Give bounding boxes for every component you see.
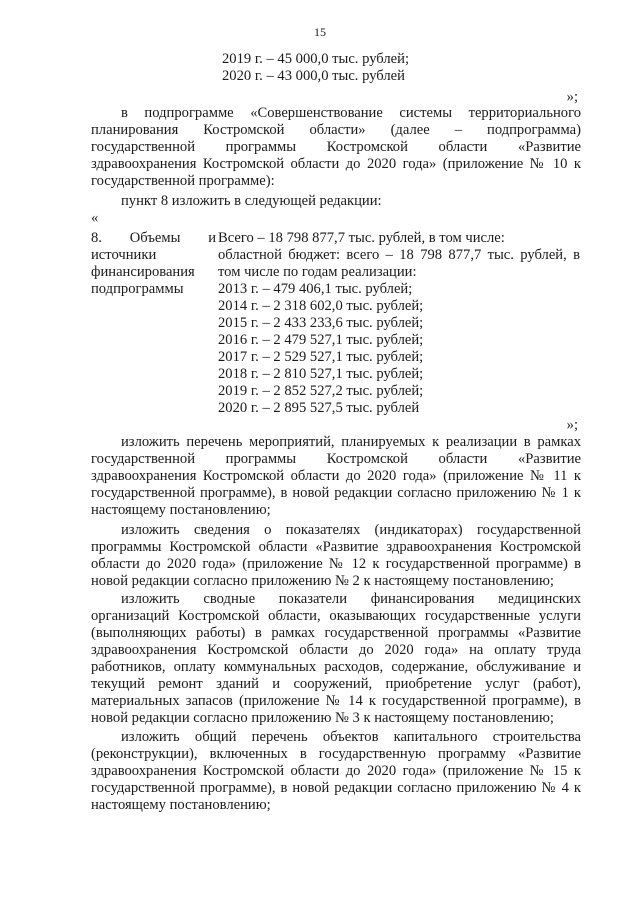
label-number: 8. — [91, 230, 102, 246]
label-conj: и — [208, 230, 216, 246]
paragraph-text: в подпрограмме «Совершенствование системы территориального планирования Костромской области» (далее – подпрограмма) государственной программы Костромской области «Развитие здравоохранения Костромской области до 2020 года» (приложение № 10 к государственной программе): — [91, 105, 581, 189]
page-number: 15 — [314, 25, 326, 39]
paragraph-activities — [91, 434, 581, 519]
intro-funding-lines — [222, 51, 409, 85]
intro-line: 2019 г. – 45 000,0 тыс. рублей; — [222, 51, 409, 67]
value-line: 2017 г. – 2 529 527,1 тыс. рублей; — [218, 349, 424, 365]
closing-quote: »; — [566, 417, 578, 433]
paragraph-point8 — [91, 193, 581, 210]
intro-line: 2020 г. – 43 000,0 тыс. рублей — [222, 68, 405, 84]
paragraph-text: изложить сведения о показателях (индикаторах) государственной программы Костромской области «Развитие здравоохранения Костромской области до 2020 года» (приложение № 12 к государственной программе) в новой редакции согласно приложению № 2 к настоящему постановлению; — [91, 522, 581, 589]
paragraph-text: изложить общий перечень объектов капитального строительства (реконструкции), включенных в государственную программу «Развитие здравоохранения Костромской области до 2020 года» (приложение № 15 к государственной программе), в новой редакции согласно приложению № 4 к настоящему постановлению; — [91, 729, 581, 813]
label-row-1 — [91, 230, 216, 247]
value-line: 2014 г. – 2 318 602,0 тыс. рублей; — [218, 298, 424, 314]
value-line: областной бюджет: всего – 18 798 877,7 тыс. рублей, в том числе по годам реализации: — [218, 247, 580, 280]
paragraph-construction — [91, 729, 581, 814]
paragraph-text: изложить сводные показатели финансирования медицинских организаций Костромской области, оказывающих государственные услуги (выполняющих работы) в рамках государственной программы «Развитие здравоохранения Костромской области до 2020 года» на оплату труда работников, оплату коммунальных расходов, содержание, обслуживание и текущий ремонт зданий и сооружений, приобретение услуг (работ), материальных запасов (приложение № 14 к государственной программе), в новой редакции согласно приложению № 3 к настоящему постановлению; — [91, 591, 581, 726]
value-line: 2015 г. – 2 433 233,6 тыс. рублей; — [218, 315, 424, 331]
closing-quote: »; — [566, 89, 578, 105]
paragraph-text: пункт 8 изложить в следующей редакции: — [121, 193, 382, 209]
table-value-cell — [218, 230, 580, 417]
paragraph-financing — [91, 591, 581, 727]
label-line: источники — [91, 247, 157, 263]
value-line: 2013 г. – 479 406,1 тыс. рублей; — [218, 281, 413, 297]
value-line: 2018 г. – 2 810 527,1 тыс. рублей; — [218, 366, 424, 382]
paragraph-subprogram — [91, 105, 581, 190]
table-label-cell — [91, 230, 216, 298]
opening-quote: « — [91, 210, 99, 226]
paragraph-indicators — [91, 522, 581, 590]
value-line: 2016 г. – 2 479 527,1 тыс. рублей; — [218, 332, 424, 348]
value-line: 2020 г. – 2 895 527,5 тыс. рублей — [218, 400, 420, 416]
value-line: Всего – 18 798 877,7 тыс. рублей, в том числе: — [218, 230, 505, 246]
label-line: финансирования — [91, 264, 195, 280]
paragraph-text: изложить перечень мероприятий, планируемых к реализации в рамках государственной программы Костромской области «Развитие здравоохранения Костромской области до 2020 года» (приложение № 11 к государственной программе), в новой редакции согласно приложению № 1 к настоящему постановлению; — [91, 434, 581, 518]
label-word: Объемы — [129, 230, 181, 246]
value-line: 2019 г. – 2 852 527,2 тыс. рублей; — [218, 383, 424, 399]
label-line: подпрограммы — [91, 281, 184, 297]
